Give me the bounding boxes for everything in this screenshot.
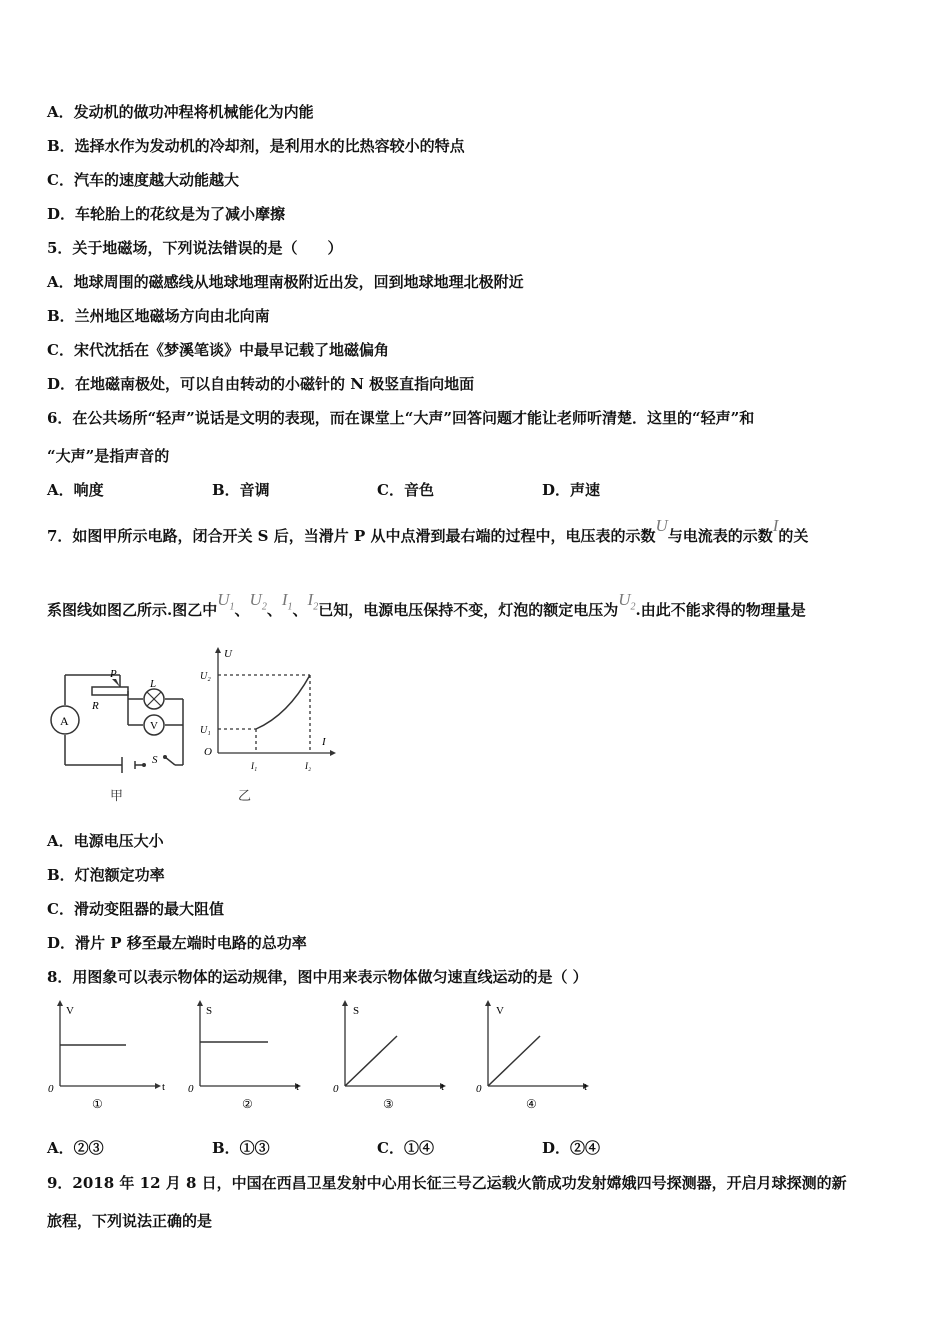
graph-u1: U₁ — [200, 725, 211, 736]
q9-stem-line1: 9．2018 年 12 月 8 日，中国在西昌卫星发射中心用长征三号乙运载火箭成功发射嫦娥四号探测器，开启月球探测的新 — [47, 1174, 847, 1192]
graph2-y: S — [206, 1005, 213, 1017]
graph3-label: ③ — [383, 1097, 394, 1111]
q4-option-c: C．汽车的速度越大动能越大 — [47, 171, 239, 189]
motion-graph-3 — [325, 1000, 455, 1112]
q6-option-d: D．声速 — [542, 481, 601, 499]
graph4-y: V — [496, 1005, 504, 1017]
graph-i2: I₂ — [305, 761, 312, 771]
symbol-u2: $U_2$ — [249, 590, 267, 613]
q4-option-b: B．选择水作为发动机的冷却剂，是利用水的比热容较小的特点 — [47, 137, 465, 155]
graph1-label: ① — [92, 1097, 103, 1111]
ammeter-label: A — [60, 714, 69, 728]
graph4-origin: 0 — [476, 1083, 482, 1095]
resistor-r-label: R — [92, 700, 99, 712]
q6-option-a: A．响度 — [47, 481, 104, 499]
circuit-diagram — [40, 665, 190, 775]
graph-x-label: I — [322, 736, 326, 748]
q7-stem-line2 — [47, 590, 806, 627]
q7-stem2-c: .由此不能求得的物理量是 — [635, 601, 806, 619]
ui-curve — [256, 675, 310, 729]
q7-stem1-a: 7．如图甲所示电路，闭合开关 S 后，当滑片 P 从中点滑到最右端的过程中，电压表的示数 — [47, 527, 656, 545]
q8-stem: 8．用图象可以表示物体的运动规律，图中用来表示物体做匀速直线运动的是（ ） — [47, 968, 588, 986]
q7-option-b: B．灯泡额定功率 — [47, 866, 165, 884]
q6-stem-line1: 6．在公共场所“轻声”说话是文明的表现，而在课堂上“大声”回答问题才能让老师听清楚．这里的“轻声”和 — [47, 409, 755, 427]
slider-arrow — [112, 679, 120, 687]
q5-option-b: B．兰州地区地磁场方向由北向南 — [47, 307, 270, 325]
q7-option-c: C．滑动变阻器的最大阻值 — [47, 900, 224, 918]
symbol-u: U — [655, 516, 668, 535]
switch-pivot — [142, 763, 146, 767]
q4-option-d: D．车轮胎上的花纹是为了减小摩擦 — [47, 205, 286, 223]
switch-s-label: S — [152, 754, 158, 766]
graph3-y: S — [353, 1005, 360, 1017]
symbol-i2: $I_2$ — [307, 590, 319, 613]
q6-option-c: C．音色 — [377, 481, 434, 499]
graph-origin: O — [204, 746, 212, 758]
q7-stem1-b: 与电流表的示数 — [667, 527, 773, 545]
q6-stem-line2: “大声”是指声音的 — [47, 447, 170, 465]
slider-p-label: P — [110, 668, 117, 680]
graph1-origin: 0 — [48, 1083, 54, 1095]
motion-graph-2 — [180, 1000, 310, 1112]
q7-option-d: D．滑片 P 移至最左端时电路的总功率 — [47, 934, 307, 952]
q4-option-a: A．发动机的做功冲程将机械能化为内能 — [47, 103, 314, 121]
q8-option-b: B．①③ — [212, 1139, 270, 1157]
q7-option-a: A．电源电压大小 — [47, 832, 164, 850]
symbol-u1: $U_1$ — [217, 590, 235, 613]
q5-stem: 5．关于地磁场，下列说法错误的是（ ） — [47, 239, 343, 257]
switch-contact — [163, 755, 167, 759]
symbol-i1: $I_1$ — [281, 590, 293, 613]
separator: 、 — [292, 601, 308, 619]
q7-stem-line1 — [47, 516, 809, 546]
motion-graph-1 — [40, 1000, 170, 1112]
graph-i1: I₁ — [251, 761, 258, 771]
ui-graph — [198, 645, 338, 775]
graph-y-label: U — [224, 648, 232, 660]
lamp-label: L — [150, 678, 157, 690]
q6-option-b: B．音调 — [212, 481, 270, 499]
graph-u2: U₂ — [200, 671, 211, 682]
graph4-x: t — [584, 1081, 588, 1093]
q9-stem-line2: 旅程，下列说法正确的是 — [47, 1212, 213, 1230]
graph4-label: ④ — [526, 1097, 537, 1111]
separator: 、 — [266, 601, 282, 619]
separator: 、 — [234, 601, 250, 619]
graph3-x: t — [441, 1081, 445, 1093]
symbol-u2-rated: $U_2$ — [618, 590, 636, 613]
graph2-label: ② — [242, 1097, 253, 1111]
voltmeter-label: V — [150, 720, 158, 732]
graph2-origin: 0 — [188, 1083, 194, 1095]
q5-option-d: D．在地磁南极处，可以自由转动的小磁针的 N 极竖直指向地面 — [47, 375, 475, 393]
q7-stem2-a: 系图线如图乙所示.图乙中 — [47, 601, 218, 619]
x-arrow — [330, 750, 336, 756]
q5-option-a: A．地球周围的磁感线从地球地理南极附近出发，回到地球地理北极附近 — [47, 273, 524, 291]
q7-stem2-b: 已知，电源电压保持不变，灯泡的额定电压为 — [318, 601, 619, 619]
q7-stem1-c: 的关 — [778, 527, 809, 545]
q8-option-d: D．②④ — [542, 1139, 601, 1157]
q5-option-c: C．宋代沈括在《梦溪笔谈》中最早记载了地磁偏角 — [47, 341, 389, 359]
graph1-y: V — [66, 1005, 74, 1017]
symbol-i: I — [772, 516, 779, 535]
motion-graph-4 — [468, 1000, 598, 1112]
graph3-origin: 0 — [333, 1083, 339, 1095]
figure-b-caption: 乙 — [238, 789, 252, 804]
figure-a-caption: 甲 — [110, 789, 124, 804]
graph2-x: t — [296, 1081, 300, 1093]
q8-option-c: C．①④ — [377, 1139, 434, 1157]
q8-option-a: A．②③ — [47, 1139, 104, 1157]
y-arrow — [215, 647, 221, 653]
graph1-x: t — [162, 1081, 166, 1093]
